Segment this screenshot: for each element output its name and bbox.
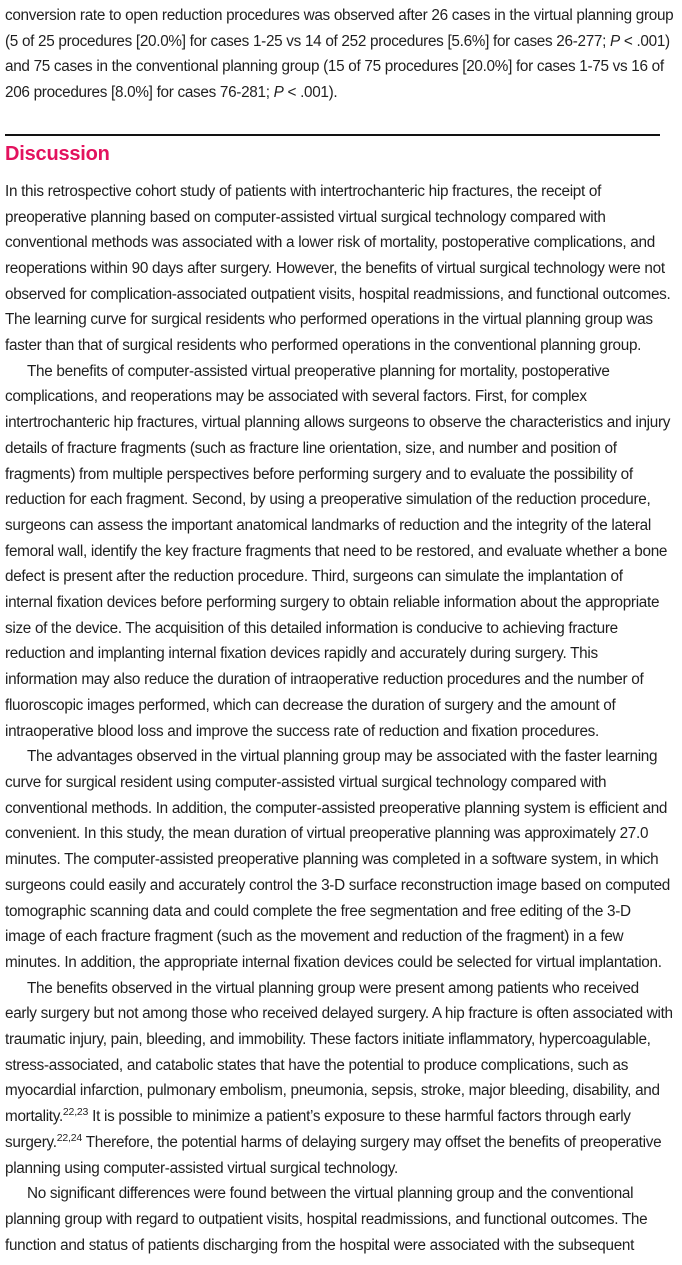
discussion-section — [5, 179, 674, 1259]
discussion-paragraph — [5, 1181, 674, 1258]
italic-p-value: P — [610, 32, 620, 50]
text-run: conversion rate to open reduction procedures was observed after 26 cases in the virtual planning group (5 of 25 procedures [20.0%] for cases 1-25 vs 14 of 252 procedures [5.6%] for cases 26-277; — [5, 7, 674, 50]
text-run: It is possible to minimize a patient’s exposure to these harmful factors through early surgery. — [5, 1108, 631, 1151]
continuation-paragraph — [5, 3, 674, 106]
text-run: Therefore, the potential harms of delaying surgery may offset the benefits of preoperative planning using computer-assisted virtual surgical technology. — [5, 1133, 662, 1177]
discussion-paragraph — [5, 359, 674, 745]
text-run: < .001). — [283, 84, 338, 102]
text-run: The advantages observed in the virtual planning group may be associated with the faster learning curve for surgical resident using computer-assisted virtual surgical technology compared with conventional methods. In addition, the computer-assisted preoperative planning system is efficient and convenient. In this study, the mean duration of virtual preoperative planning was approximately 27.0 minutes. The computer-assisted preoperative planning was completed in a software system, in which surgeons could easily and accurately control the 3-D surface reconstruction image based on computed tomographic scanning data and could complete the free segmentation and free editing of the 3-D image of each fracture fragment (such as the movement and reduction of the fragment) in a few minutes. In addition, the appropriate internal fixation devices could be selected for virtual implantation. — [5, 748, 670, 971]
section-divider — [5, 134, 660, 136]
text-run: < .001) and 75 cases in the conventional planning group (15 of 75 procedures [20.0%] for cases 1-75 vs 16 of 206 procedures [8.0%] for cases 76-281; — [5, 32, 670, 102]
discussion-paragraph — [5, 976, 674, 1182]
text-run: The benefits observed in the virtual planning group were present among patients who received early surgery but not among those who received delayed surgery. A hip fracture is often associated with traumatic injury, pain, bleeding, and immobility. These factors initiate inflammatory, hypercoagulable, stress-associated, and catabolic states that have the potential to produce complications, such as myocardial infarction, pulmonary embolism, pneumonia, sepsis, stroke, major bleeding, disability, and mortality. — [5, 979, 673, 1126]
reference-superscript: 22,23 — [62, 1106, 89, 1119]
text-run: The benefits of computer-assisted virtual preoperative planning for mortality, postoperative complications, and reoperations may be associated with several factors. First, for complex intertrochanteric hip fractures, virtual planning allows surgeons to observe the characteristics and injury details of fracture fragments (such as fracture line orientation, size, and number and position of fragments) from multiple perspectives before performing surgery and to evaluate the possibility of reduction for each fragment. Second, by using a preoperative simulation of the reduction procedure, surgeons can assess the important anatomical landmarks of reduction and the integrity of the lateral femoral wall, identify the key fracture fragments that need to be restored, and evaluate whether a bone defect is present after the reduction procedure. Third, surgeons can simulate the implantation of internal fixation devices before performing surgery to obtain reliable information about the appropriate size of the device. The acquisition of this detailed information is conducive to achieving fracture reduction and implanting internal fixation devices rapidly and accurately during surgery. This information may also reduce the duration of intraoperative reduction procedures and the number of fluoroscopic images performed, which can decrease the duration of surgery and the amount of intraoperative blood loss and improve the success rate of reduction and fixation procedures. — [5, 362, 671, 740]
discussion-paragraph — [5, 744, 674, 975]
italic-p-value: P — [273, 84, 284, 102]
discussion-paragraph — [5, 179, 674, 359]
text-run: In this retrospective cohort study of patients with intertrochanteric hip fractures, the receipt of preoperative planning based on computer-assisted virtual surgical technology compared with conventional methods was associated with a lower risk of mortality, postoperative complications, and reoperations within 90 days after surgery. However, the benefits of virtual surgical technology were not observed for complication-associated outpatient visits, hospital readmissions, and functional outcomes. The learning curve for surgical residents who performed operations in the virtual planning group was faster than that of surgical residents who performed operations in the conventional planning group. — [5, 182, 671, 355]
discussion-heading: Discussion — [5, 142, 110, 165]
text-run: No significant differences were found between the virtual planning group and the conventional planning group with regard to outpatient visits, hospital readmissions, and functional outcomes. The function and status of patients discharging from the hospital were associated with the subsequent — [5, 1185, 648, 1254]
reference-superscript: 22,24 — [56, 1131, 83, 1144]
